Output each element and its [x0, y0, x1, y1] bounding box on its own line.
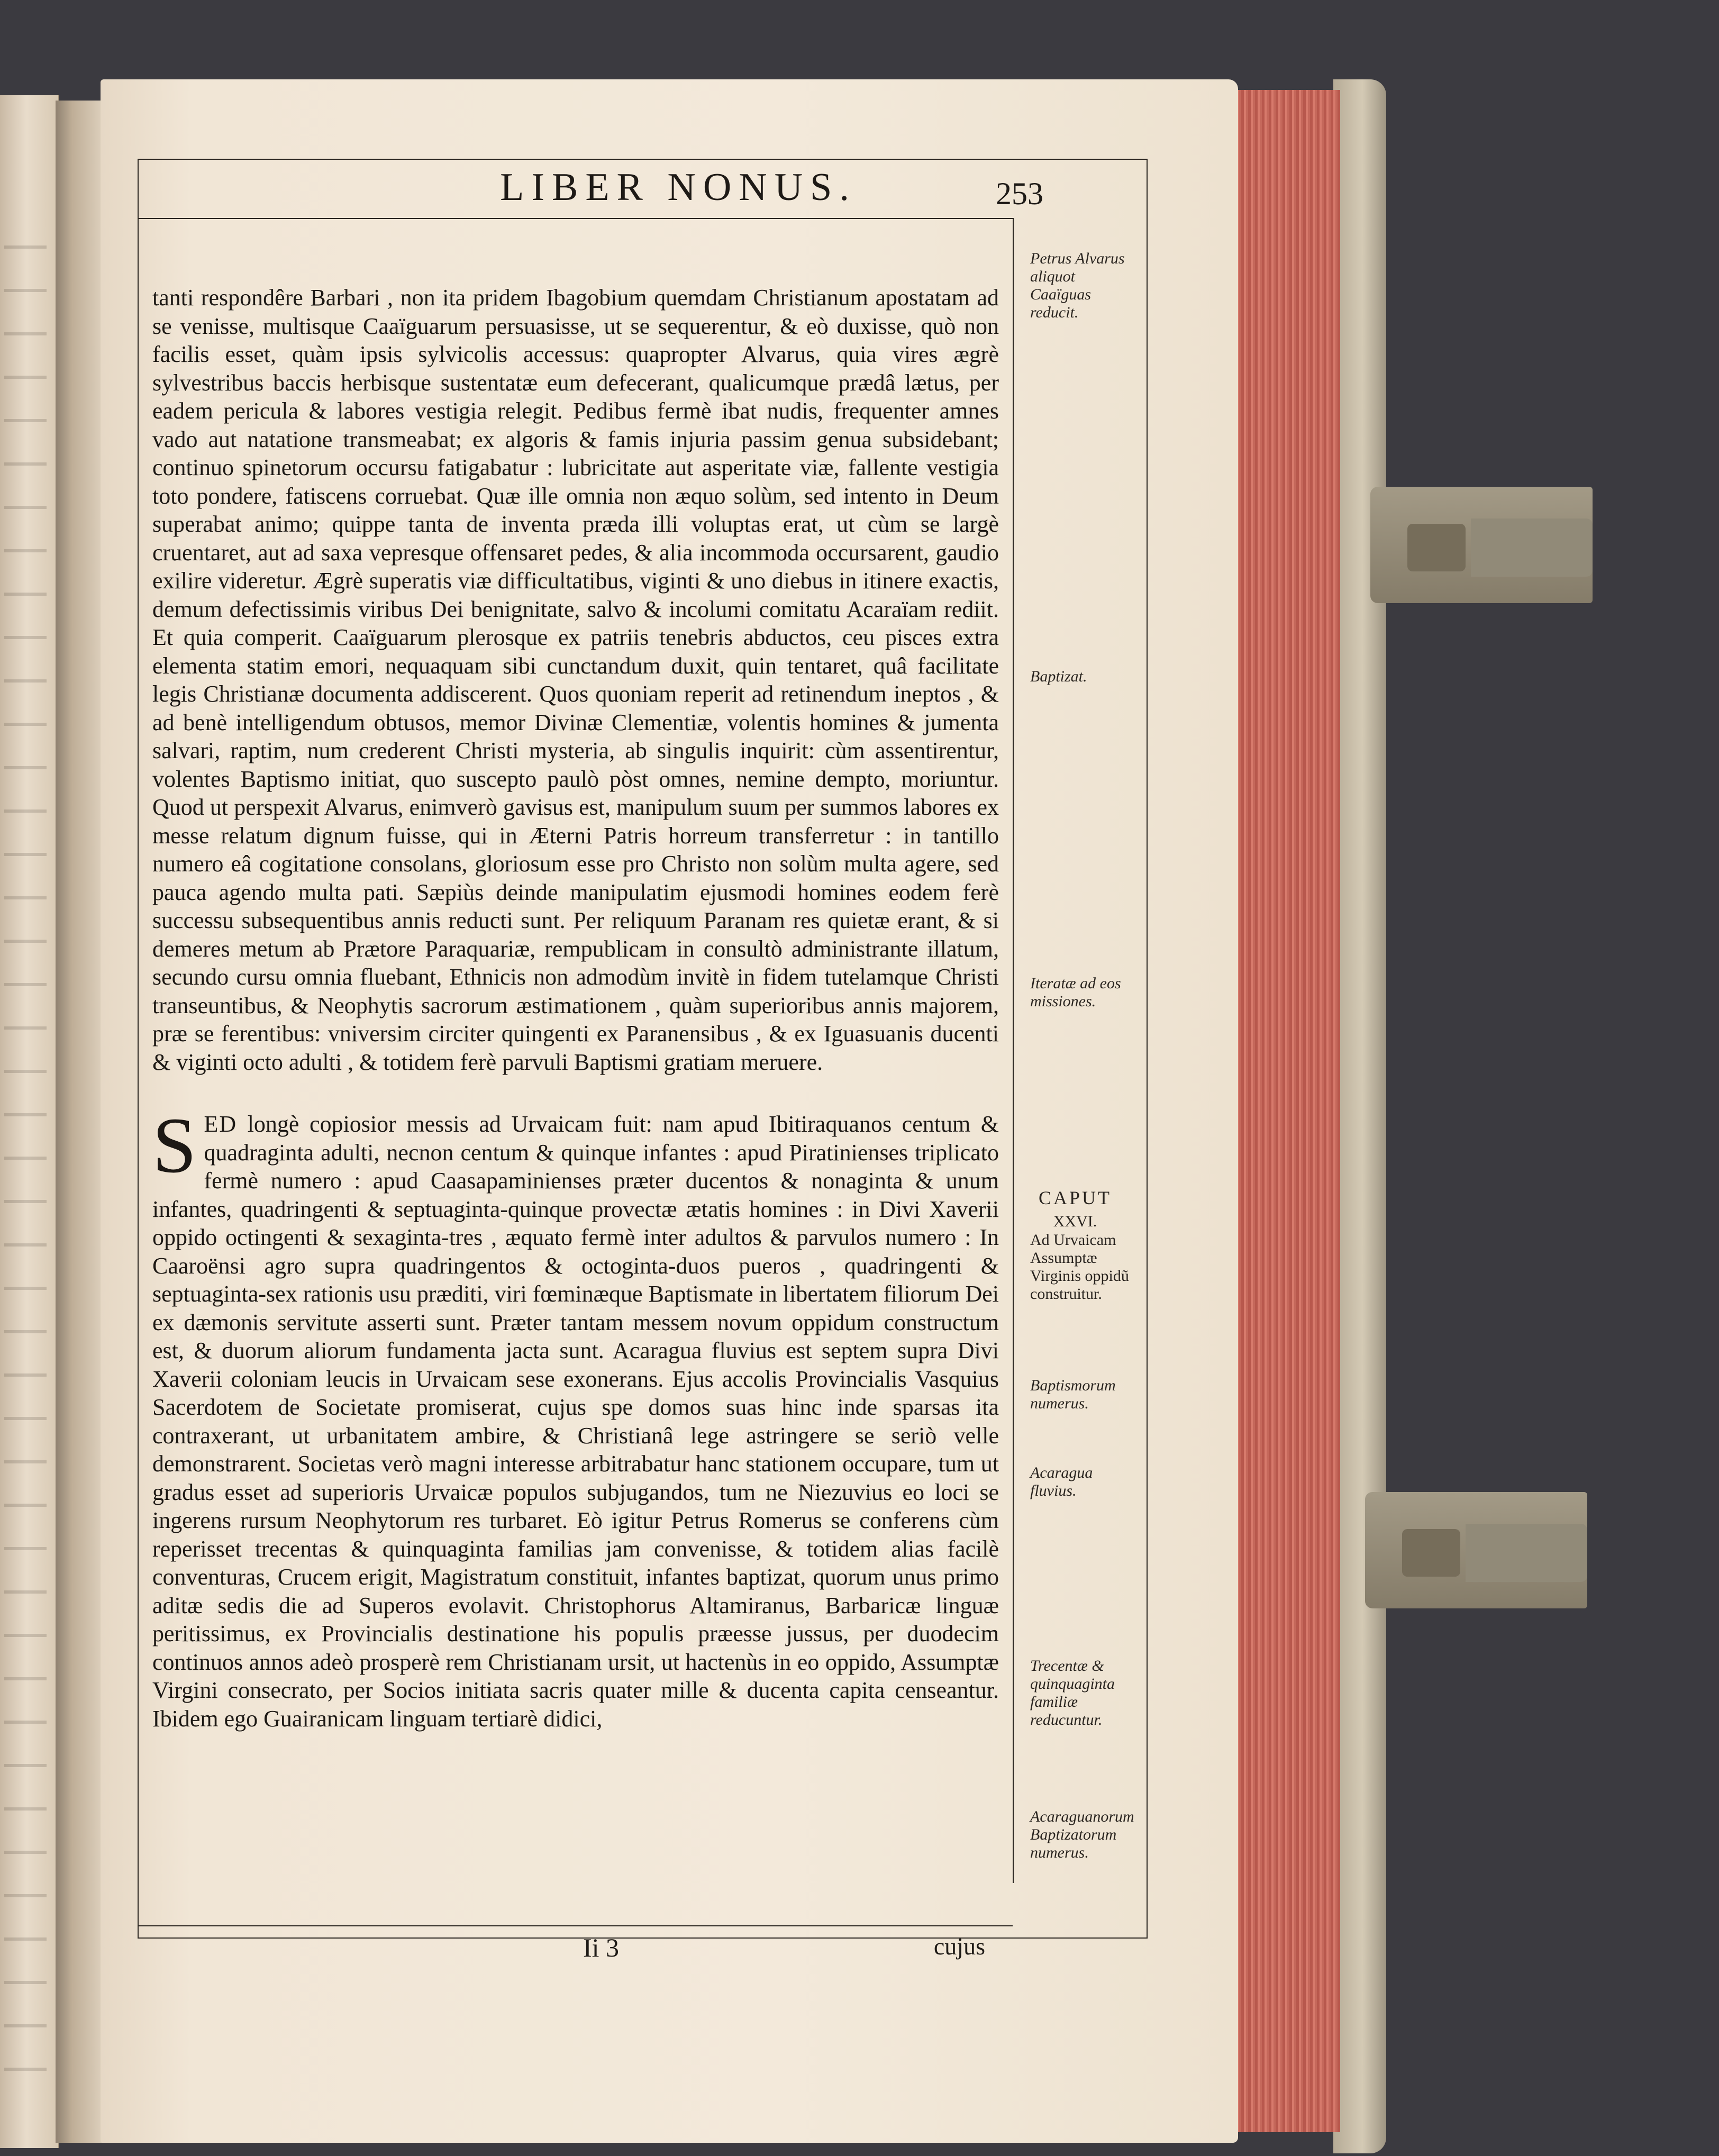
chapter-opening-word: ED — [204, 1111, 238, 1137]
bottom-rule — [139, 1925, 1013, 1926]
margin-note-baptizat: Baptizat. — [1030, 668, 1087, 685]
clasp-pin — [1402, 1529, 1460, 1577]
clasp-strap — [1466, 1524, 1587, 1582]
left-page-text-fragment — [4, 222, 47, 2074]
text-frame — [138, 159, 1148, 1962]
catchword: cujus — [933, 1933, 985, 1960]
margin-note-acaragua: Acaragua fluvius. — [1030, 1464, 1093, 1499]
margin-note-iteratae: Iteratæ ad eos missiones. — [1030, 975, 1121, 1010]
running-head: LIBER NONUS. — [500, 166, 857, 209]
margin-note-petrus: Petrus Alvarus aliquot Caaïguas reducit. — [1030, 250, 1125, 321]
left-page-edge — [0, 95, 59, 2148]
paragraph-continued: tanti respondêre Barbari , non ita pridem Ibagobium quemdam Christianum apostatam ad se venisse, multisque Caaïguarum persuasisse, ut se sequerentur, & eò duxisse, quò non facilis esset, quàm ipsis sylvicolis accessus: quapropter Alvarus, quia vires ægrè sylvestribus baccis herbisque sustentatæ eum defecerant, qualicumque prædâ lætus, per eadem pericula & labores vestigia relegit. Pedibus fermè ibat nudis, frequenter amnes vado aut natatione transmeabat; ex algoris & famis injuria passim genua subsidebant; continuo spinetorum occursu fatigabatur : lubricitate aut asperitate viæ, fallente vestigia toto pondere, fatiscens corruebat. Quæ ille omnia non æquo solùm, sed intento in Deum superabat animo; quippe tanta de inventa præda illi voluptas erat, ut cùm se largè cruentaret, aut ad saxa vepresque offensaret pedes, & alia incommoda occursarent, gaudio exilire videretur. Ægrè superatis viæ difficultatibus, viginti & uno diebus in itinere exactis, demum defectissimis viribus Dei benignitate, salvo & incolumi comitatu Acaraïam rediit. Et quia comperit. Caaïguarum plerosque ex patriis tenebris abductos, ceu pisces extra elementa statim emori, nequaquam sibi cunctandum duxit, quin tentaret, quâ facilitate legis Christianæ documenta addiscerent. Quos quoniam reperit ad retinendum ineptos , & ad benè intelligendum obtusos, memor Divinæ Clementiæ, volentis homines & jumenta salvari, raptim, num crederent Christi mysteria, ab singulis inquirit: cùm assentirentur, volentes Baptismo initiat, quo suscepto paulò pòst omnes, nemine dempto, moriuntur. Quod ut perspexit Alvarus, enimverò gavisus est, manipulum suum per summos labores ex messe relatum dignum fuisse, qui in Æterni Patris horreum transferretur : in tantillo numero eâ cogitatione consolans, gloriosum esse pro Christo non solùm multa agere, sed pauca agendo multa pati. Sæpiùs deinde manipulatim ejusmodi homines eodem ferè successu subsequentibus annis reducti sunt. Per reliquum Paranam res quietæ erant, & si demeres metum ab Prætore Paraquariæ, rempublicam in consultò administrante illatum, secundo cursu omnia fluebant, Ethnicis non admodùm invitè in fidem tutelamque Christi transeuntibus, & Neophytis sacrorum æstimationem , quàm superioribus annis majorem, præ se ferentibus: vniversim circiter quingenti ex Paranensibus , & ex Iguasuanis ducenti & viginti octo adulti , & totidem ferè parvuli Baptismi gratiam meruere. — [152, 285, 999, 1075]
drop-cap: S — [152, 1102, 197, 1189]
signature-mark: Ii 3 — [583, 1933, 620, 1962]
caput-number: XXVI. — [1053, 1213, 1097, 1230]
caput-summary: Ad Urvaicam Assumptæ Virginis oppidũ construitur. — [1030, 1231, 1129, 1303]
margin-note-acaraguanorum: Acaraguanorum Baptizatorum numerus. — [1030, 1808, 1134, 1861]
clasp-bottom-icon — [1365, 1492, 1587, 1608]
main-column-frame — [139, 218, 1014, 1962]
caput-label: CAPUT — [1038, 1187, 1112, 1208]
clasp-pin — [1407, 524, 1466, 571]
main-text — [152, 284, 999, 1733]
book-gutter — [56, 101, 103, 2143]
margin-note-baptismorum: Baptismorum numerus. — [1030, 1377, 1116, 1412]
page-number: 253 — [996, 176, 1043, 211]
clasp-top-icon — [1370, 487, 1593, 603]
chapter-paragraph — [152, 1102, 999, 1733]
book-cover-edge — [1333, 79, 1386, 2153]
clasp-strap — [1471, 518, 1593, 577]
red-page-edges — [1233, 90, 1340, 2132]
margin-note-trecentae: Trecentæ & quinquaginta familiæ reducuntur. — [1030, 1657, 1115, 1729]
chapter-text: longè copiosior messis ad Urvaicam fuit: nam apud Ibitiraquanos centum & quadraginta adulti, necnon centum & quinque infantes : apud Piratinienses triplicato fermè numero : apud Caasapaminienses præter ducentos & nonaginta & unum infantes, quadringenti & septuaginta-quinque provectæ ætatis homines : in Divi Xaverii oppido octingenti & sexaginta-tres , æquato fermè inter adultos & parvulos numero : In Caaroënsi agro supra quadringentos & octoginta-duos pueros , quadringenti & septuaginta-sex rationis usu præditi, viri fœminæque Baptismate in libertatem filiorum Dei ex dæmonis servitute asserti sunt. Præter tantam messem novum oppidum constructum est, & duorum aliorum fundamenta jacta sunt. Acaragua fluvius est septem supra Divi Xaverii coloniam leucis in Urvaicam sese exonerans. Ejus accolis Provincialis Vasquius Sacerdotem de Societate promiserat, cujus spe domos suas hinc inde sparsas ita contraxerant, ut urbanitatem ambire, & Christianâ lege astringere se seriò velle demonstrarent. Societas verò magni interesse arbitrabatur hanc stationem occupare, tum ut gradus esset ad superioris Urvaicæ populos subjugandos, tum ne Niezuvius eo loci se ingerens rursum Neophytorum res turbaret. Eò igitur Petrus Romerus se conferens cùm reperisset trecentas & quinquaginta familias jam convenisse, & totidem alias facilè conventuras, Crucem erigit, Magistratum constituit, infantes baptizat, quorum unus primo aditæ sedis die ad Superos evolavit. Christophorus Altamiranus, Barbaricæ linguæ peritissimus, ex Provincialis destinatione his populis præesse jussus, per duodecim continuos annos adeò prosperè rem Christianam ursit, ut hactenùs in eo oppido, Assumptæ Virgini consecrato, per Socios initiata sacris quater mille & ducenta capita censeantur. Ibidem ego Guairanicam linguam tertiarè didici, — [152, 1111, 999, 1732]
